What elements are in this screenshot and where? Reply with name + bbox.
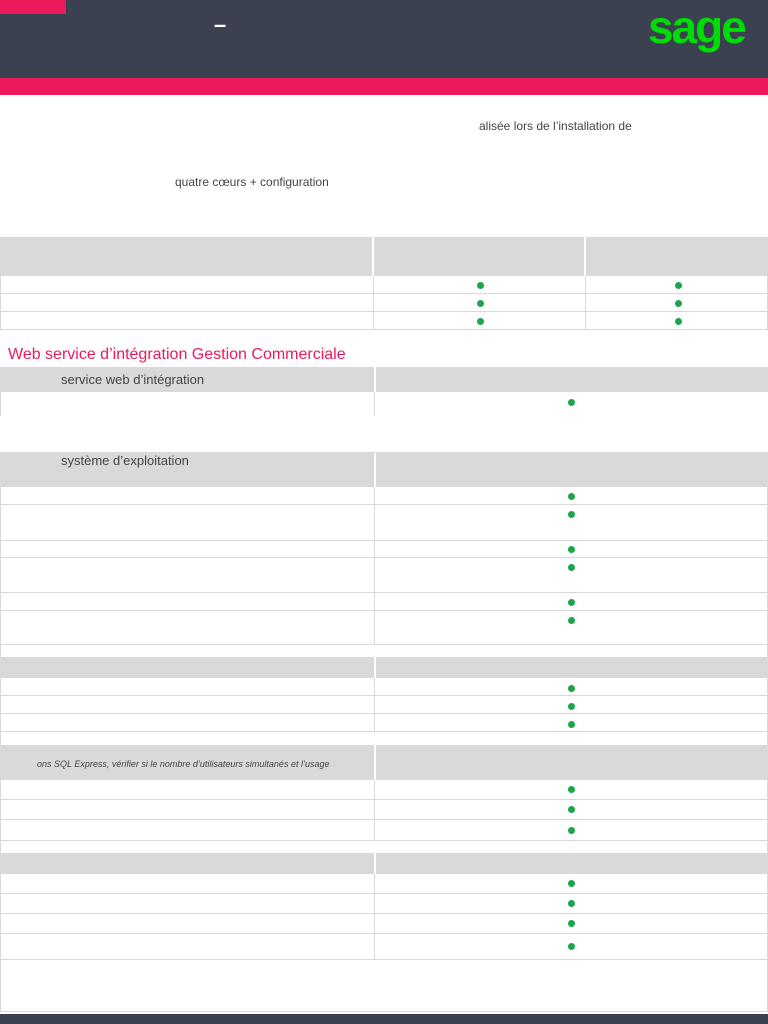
table-row [0,505,768,541]
table-header-cell [372,237,584,276]
check-dot-icon [568,546,575,553]
check-dot-icon [568,599,575,606]
table-row [0,487,768,505]
table-header-row [0,367,768,392]
check-dot-icon [477,282,484,289]
intro-text-1: alisée lors de l’installation de [479,119,632,133]
table-row [0,392,768,416]
table-row [0,678,768,696]
check-dot-icon [568,943,575,950]
os-header-label: système d’exploitation [61,453,189,468]
table-header-row [0,453,768,487]
check-dot-icon [568,511,575,518]
table-row [0,593,768,611]
table-row [0,696,768,714]
table-row [0,541,768,558]
table-row [0,558,768,593]
check-dot-icon [568,806,575,813]
page-header [0,0,768,78]
table-header-cell [374,367,768,392]
check-dot-icon [568,493,575,500]
check-dot-icon [568,685,575,692]
check-dot-icon [675,300,682,307]
table-header-cell [374,745,768,780]
page-footer [0,1014,768,1024]
check-dot-icon [477,300,484,307]
table-header-row [0,237,768,276]
header-accent-tab [0,0,66,14]
table-header-cell [374,853,768,874]
table-row [0,294,768,312]
table-row [0,914,768,934]
table-header-cell [374,453,768,487]
check-dot-icon [568,900,575,907]
section-title: Web service d’intégration Gestion Commerciale [8,346,346,363]
table-row [0,780,768,800]
check-dot-icon [568,703,575,710]
table-row [0,800,768,820]
check-dot-icon [568,827,575,834]
check-dot-icon [568,399,575,406]
check-dot-icon [568,920,575,927]
intro-text-2: quatre cœurs + configuration [175,175,329,189]
table-row [0,874,768,894]
table-header-cell [374,657,768,678]
check-dot-icon [568,564,575,571]
check-dot-icon [477,318,484,325]
check-dot-icon [675,318,682,325]
table-header-row [0,853,768,874]
check-dot-icon [568,880,575,887]
table-cell [374,611,768,644]
table-cell [0,392,1,416]
table-row [0,714,768,732]
table-row [0,312,768,330]
check-dot-icon [568,786,575,793]
table-row [0,894,768,914]
check-dot-icon [675,282,682,289]
service-header-label: service web d’intégration [61,372,205,387]
header-accent-band [0,78,768,95]
sage-logo: sage [648,1,745,53]
check-dot-icon [568,721,575,728]
table-header-row [0,657,768,678]
header-dash: – [214,12,227,37]
table-row [0,276,768,294]
table-row [0,934,768,960]
table-header-row [0,745,768,780]
table-row [0,611,768,645]
sql-header-label: ons SQL Express, vérifier si le nombre d’utilisateurs simultanés et l’usage [37,759,330,769]
table-row [0,820,768,841]
check-dot-icon [568,617,575,624]
table-header-cell [584,237,768,276]
